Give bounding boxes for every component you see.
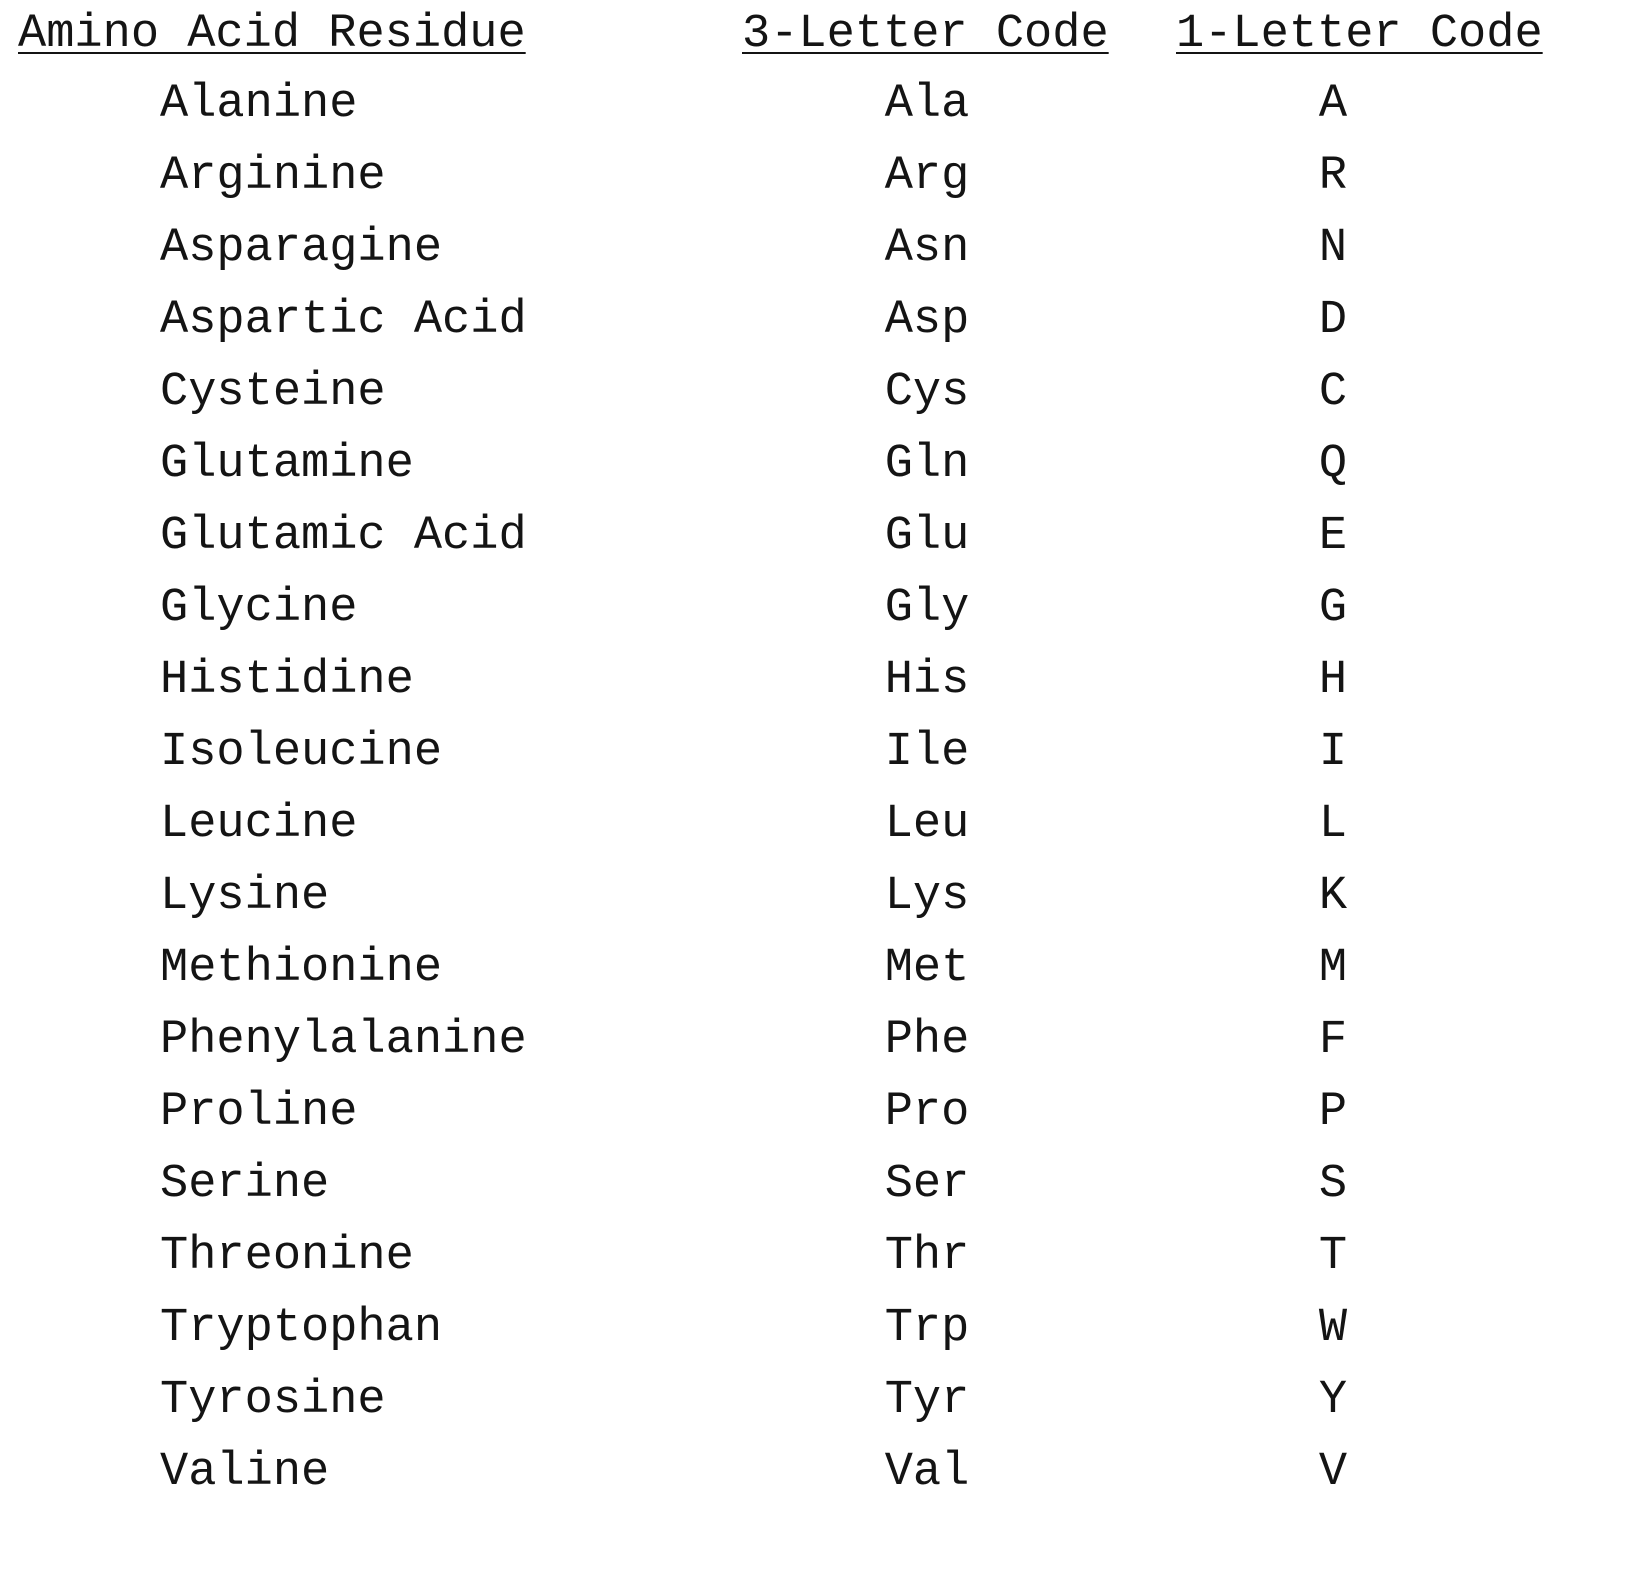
residue-name: Threonine (160, 1230, 414, 1283)
one-letter-code: E (1318, 510, 1348, 563)
three-letter-code: Phe (884, 1014, 970, 1067)
residue-name: Isoleucine (160, 726, 443, 779)
three-letter-code: Met (884, 942, 970, 995)
one-letter-code: C (1318, 366, 1348, 419)
one-letter-code: S (1318, 1158, 1348, 1211)
three-letter-code: Arg (884, 150, 970, 203)
table-row (0, 573, 1637, 645)
table-row (0, 933, 1637, 1005)
one-letter-code: T (1318, 1230, 1348, 1283)
header-amino-acid-residue: Amino Acid Residue (18, 8, 526, 61)
one-letter-code: I (1318, 726, 1348, 779)
table-row (0, 1149, 1637, 1221)
table-row (0, 141, 1637, 213)
table-row (0, 429, 1637, 501)
three-letter-code: Trp (884, 1302, 970, 1355)
residue-name: Cysteine (160, 366, 386, 419)
residue-name: Phenylalanine (160, 1014, 527, 1067)
three-letter-code: Leu (884, 798, 970, 851)
three-letter-code: Cys (884, 366, 970, 419)
table-row (0, 1005, 1637, 1077)
three-letter-code: Glu (884, 510, 970, 563)
table-row (0, 1077, 1637, 1149)
one-letter-code: P (1318, 1086, 1348, 1139)
one-letter-code: H (1318, 654, 1348, 707)
residue-name: Alanine (160, 78, 358, 131)
three-letter-code: Asn (884, 222, 970, 275)
three-letter-code: Ser (884, 1158, 970, 1211)
header-3-letter-code: 3-Letter Code (742, 8, 1109, 61)
three-letter-code: Gln (884, 438, 970, 491)
residue-name: Leucine (160, 798, 358, 851)
three-letter-code: Pro (884, 1086, 970, 1139)
three-letter-code: Val (884, 1446, 970, 1499)
three-letter-code: His (884, 654, 970, 707)
three-letter-code: Asp (884, 294, 970, 347)
table-row (0, 1293, 1637, 1365)
table-row (0, 69, 1637, 141)
one-letter-code: F (1318, 1014, 1348, 1067)
residue-name: Aspartic Acid (160, 294, 527, 347)
table-row (0, 213, 1637, 285)
one-letter-code: G (1318, 582, 1348, 635)
header-1-letter-code: 1-Letter Code (1176, 8, 1543, 61)
one-letter-code: L (1318, 798, 1348, 851)
one-letter-code: N (1318, 222, 1348, 275)
residue-name: Valine (160, 1446, 330, 1499)
table-row (0, 861, 1637, 933)
three-letter-code: Thr (884, 1230, 970, 1283)
residue-name: Proline (160, 1086, 358, 1139)
residue-name: Glutamine (160, 438, 414, 491)
table-row (0, 501, 1637, 573)
table-row (0, 357, 1637, 429)
table-row (0, 285, 1637, 357)
table-row (0, 1365, 1637, 1437)
residue-name: Methionine (160, 942, 443, 995)
residue-name: Glutamic Acid (160, 510, 527, 563)
three-letter-code: Tyr (884, 1374, 970, 1427)
table-row (0, 645, 1637, 717)
residue-name: Histidine (160, 654, 414, 707)
residue-name: Asparagine (160, 222, 443, 275)
amino-acid-table (0, 69, 1637, 1509)
one-letter-code: R (1318, 150, 1348, 203)
one-letter-code: W (1318, 1302, 1348, 1355)
one-letter-code: M (1318, 942, 1348, 995)
three-letter-code: Gly (884, 582, 970, 635)
one-letter-code: V (1318, 1446, 1348, 1499)
residue-name: Glycine (160, 582, 358, 635)
one-letter-code: K (1318, 870, 1348, 923)
three-letter-code: Ile (884, 726, 970, 779)
residue-name: Tyrosine (160, 1374, 386, 1427)
one-letter-code: A (1318, 78, 1348, 131)
table-row (0, 1221, 1637, 1293)
residue-name: Serine (160, 1158, 330, 1211)
table-row (0, 717, 1637, 789)
three-letter-code: Lys (884, 870, 970, 923)
one-letter-code: D (1318, 294, 1348, 347)
table-row (0, 789, 1637, 861)
residue-name: Lysine (160, 870, 330, 923)
residue-name: Arginine (160, 150, 386, 203)
table-row (0, 1437, 1637, 1509)
one-letter-code: Y (1318, 1374, 1348, 1427)
one-letter-code: Q (1318, 438, 1348, 491)
residue-name: Tryptophan (160, 1302, 443, 1355)
three-letter-code: Ala (884, 78, 970, 131)
